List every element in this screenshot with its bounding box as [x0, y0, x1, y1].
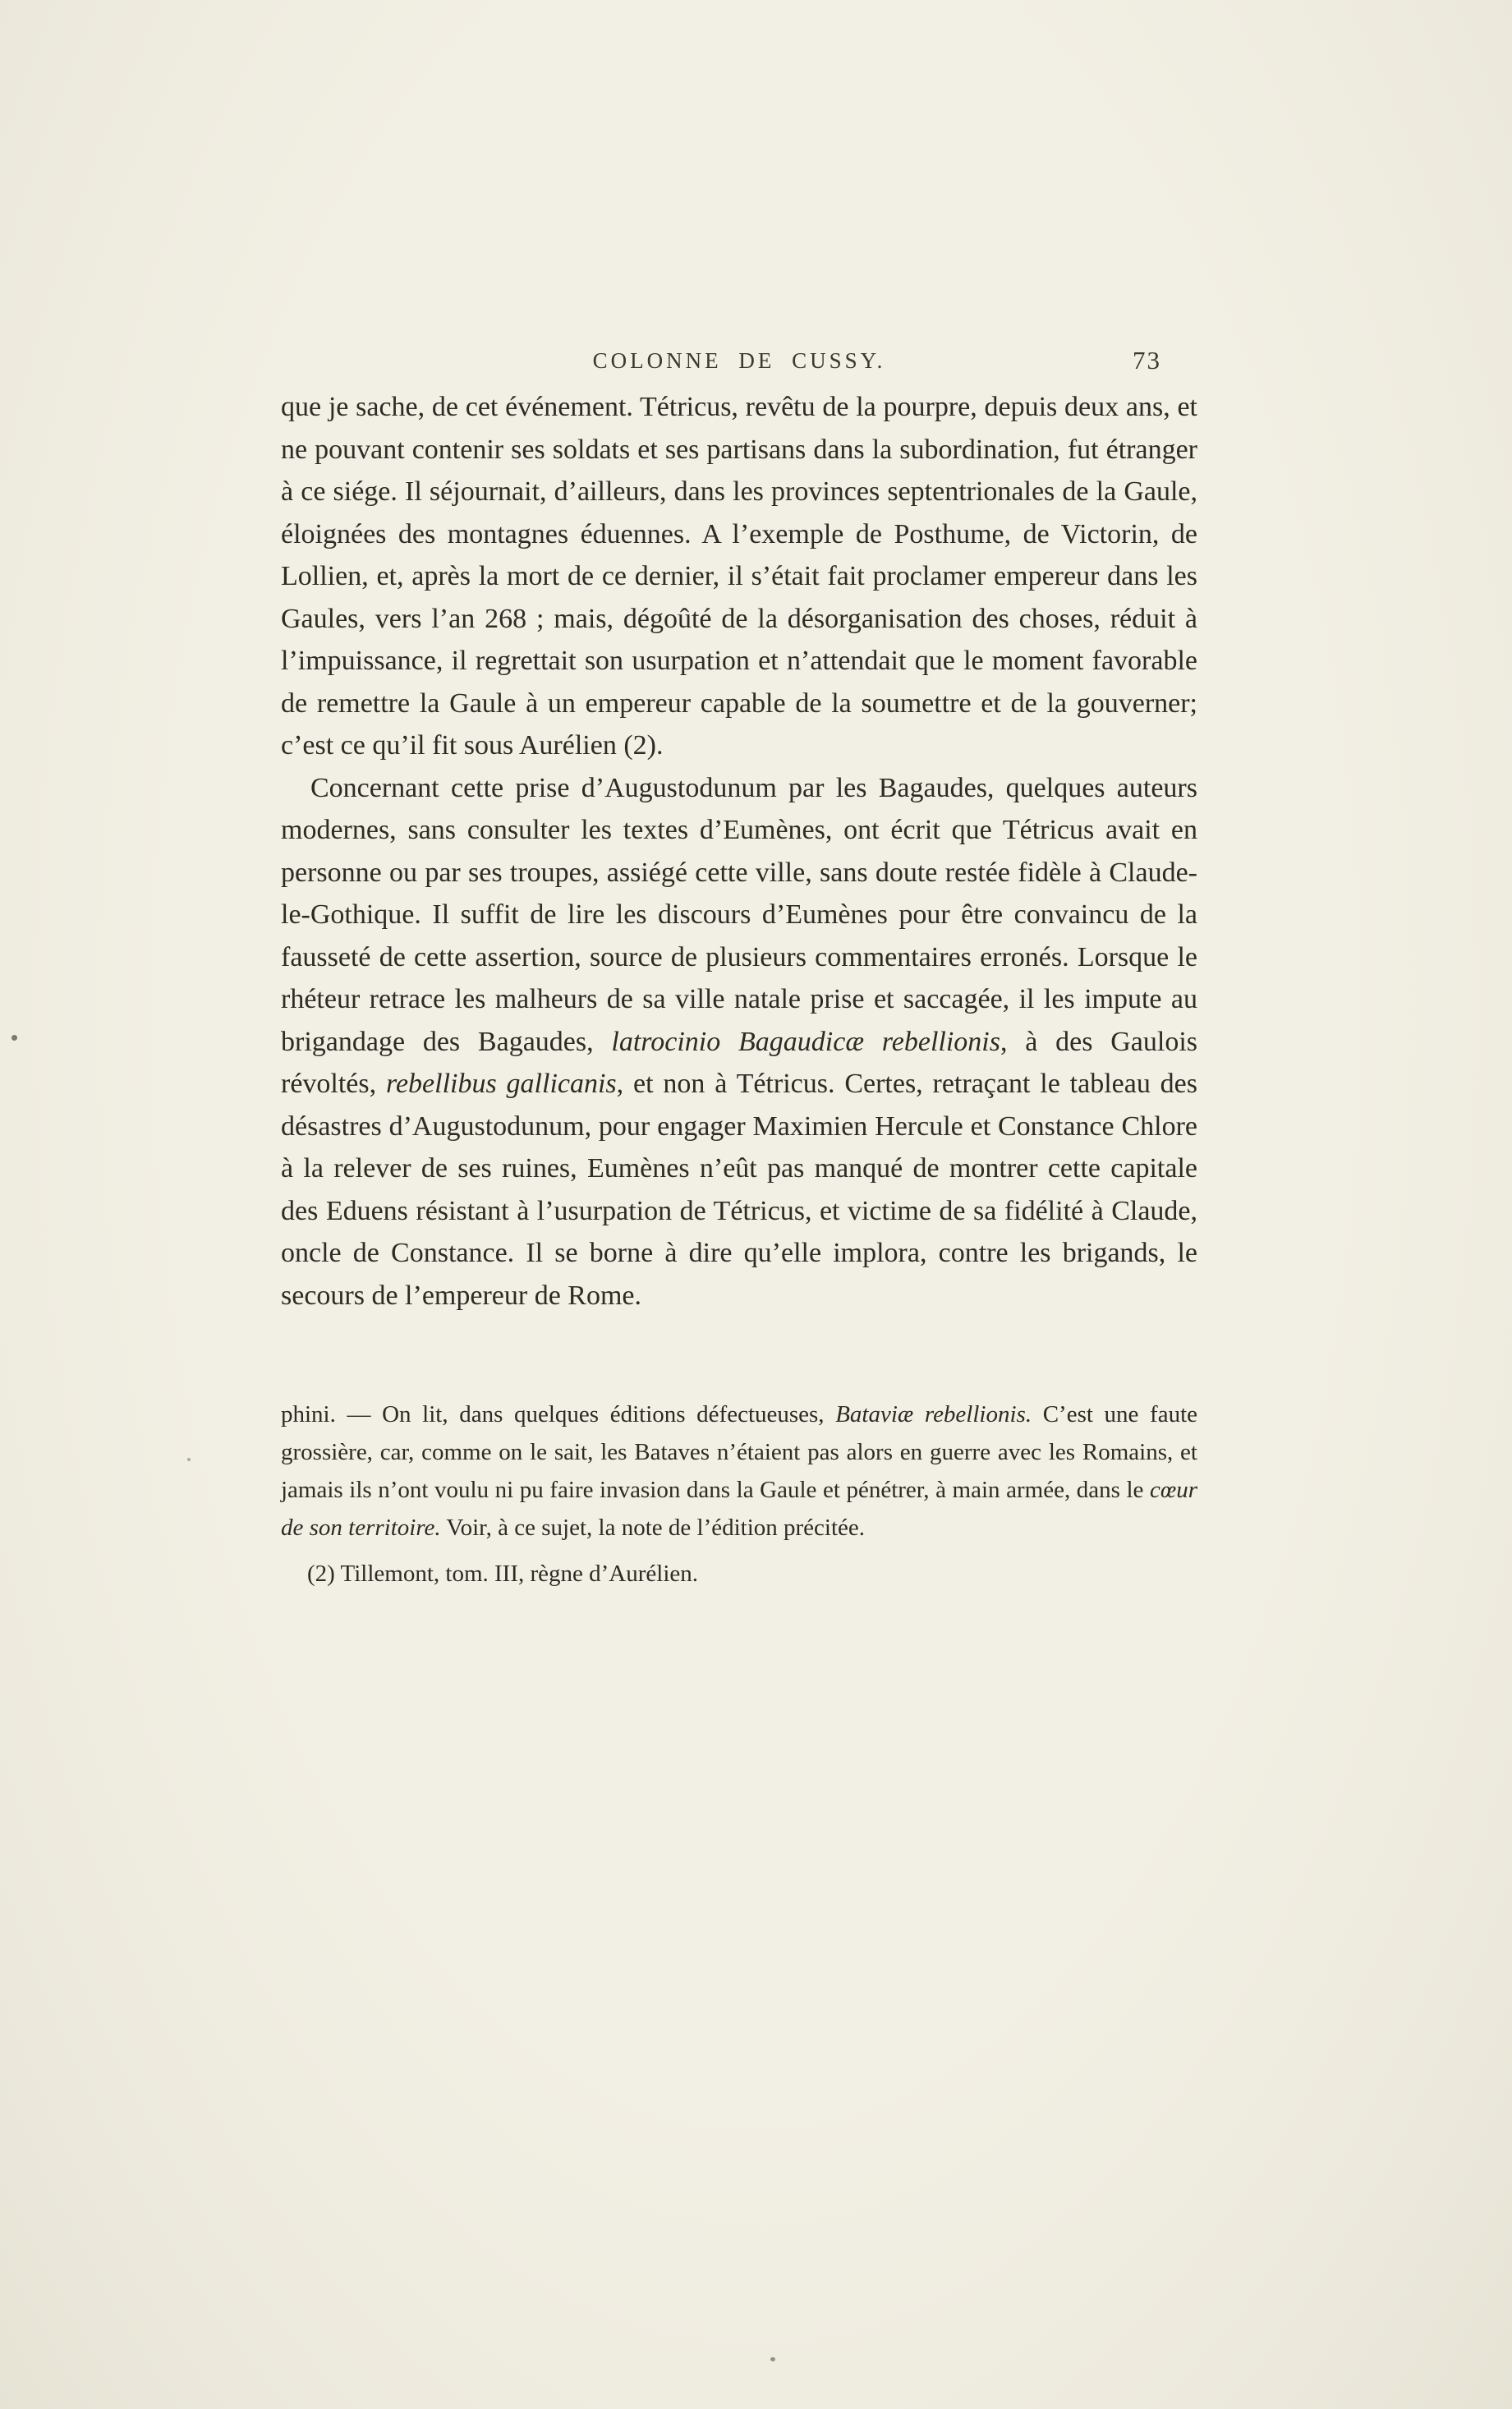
footnote	[281, 1395, 1197, 1547]
paragraph-text: , à des Gaulois révoltés,	[281, 1026, 1198, 1099]
running-title: COLONNE DE CUSSY.	[592, 348, 886, 373]
paragraph	[281, 386, 1197, 767]
text-column	[281, 386, 1197, 1593]
paragraph	[281, 767, 1197, 1317]
paragraph-text: , et non à Tétricus. Certes, retraçant le tableau des désastres d’Augustodunum, pour engager Maximien Hercule et Constance Chlore à la relever de ses ruines, Eumènes n’eût pas manqué de montrer cette capitale des Eduens résistant à l’usurpation de Tétricus, et victime de sa fidélité à Claude, oncle de Constance. Il se borne à dire qu’elle implora, contre les brigands, le secours de l’empereur de Rome.	[281, 1069, 1197, 1311]
footnotes-section	[281, 1395, 1197, 1593]
page-header	[281, 348, 1197, 384]
latin-phrase: rebellibus gallicanis	[385, 1069, 617, 1099]
scan-speck	[770, 2357, 775, 2361]
footnote-text: Voir, à ce sujet, la note de l’édition précitée.	[440, 1515, 866, 1541]
footnote-text: C’est une faute grossière, car, comme on le sait, les Bataves n’étaient pas alors en guerre avec les Romains, et jamais ils n’ont voulu ni pu faire invasion dans la Gaule et pénétrer, à main armée, dans le	[281, 1401, 1197, 1503]
paragraph-text: Concernant cette prise d’Augustodunum par les Bagaudes, quelques auteurs modernes, sans consulter les textes d’Eumènes, ont écrit que Tétricus avait en personne ou par ses troupes, assiégé cette ville, sans doute restée fidèle à Claude-le-Gothique. Il suffit de lire les discours d’Eumènes pour être convaincu de la fausseté de cette assertion, source de plusieurs commentaires erronés. Lorsque le rhéteur retrace les malheurs de sa ville natale prise et saccagée, il les impute au brigandage des Bagaudes,	[281, 772, 1197, 1057]
emphasized-phrase: cœur de son territoire.	[281, 1477, 1197, 1541]
footnote	[281, 1555, 1197, 1593]
paragraph-text: que je sache, de cet événement. Tétricus, revêtu de la pourpre, depuis deux ans, et ne pouvant contenir ses soldats et ses partisans dans la subordination, fut étranger à ce siége. Il séjournait, d’ailleurs, dans les provinces septentrionales de la Gaule, éloignées des montagnes éduennes. A l’exemple de Posthume, de Victorin, de Lollien, et, après la mort de ce dernier, il s’était fait proclamer empereur dans les Gaules, vers l’an 268 ; mais, dégoûté de la désorganisation des choses, réduit à l’impuissance, il regrettait son usurpation et n’attendait que le moment favorable de remettre la Gaule à un empereur capable de la soumettre et de la gouverner; c’est ce qu’il fit sous Aurélien (2).	[281, 392, 1197, 761]
scan-speck	[187, 1458, 191, 1461]
latin-phrase: latrocinio Bagaudicæ rebellionis	[611, 1026, 1000, 1057]
latin-phrase: Bataviæ rebellionis.	[835, 1401, 1032, 1427]
page-number: 73	[1133, 346, 1161, 375]
footnote-text: phini. — On lit, dans quelques éditions défectueuses,	[281, 1401, 836, 1427]
scan-speck	[11, 1035, 17, 1041]
footnote-text: (2) Tillemont, tom. III, règne d’Aurélien.	[307, 1561, 698, 1587]
